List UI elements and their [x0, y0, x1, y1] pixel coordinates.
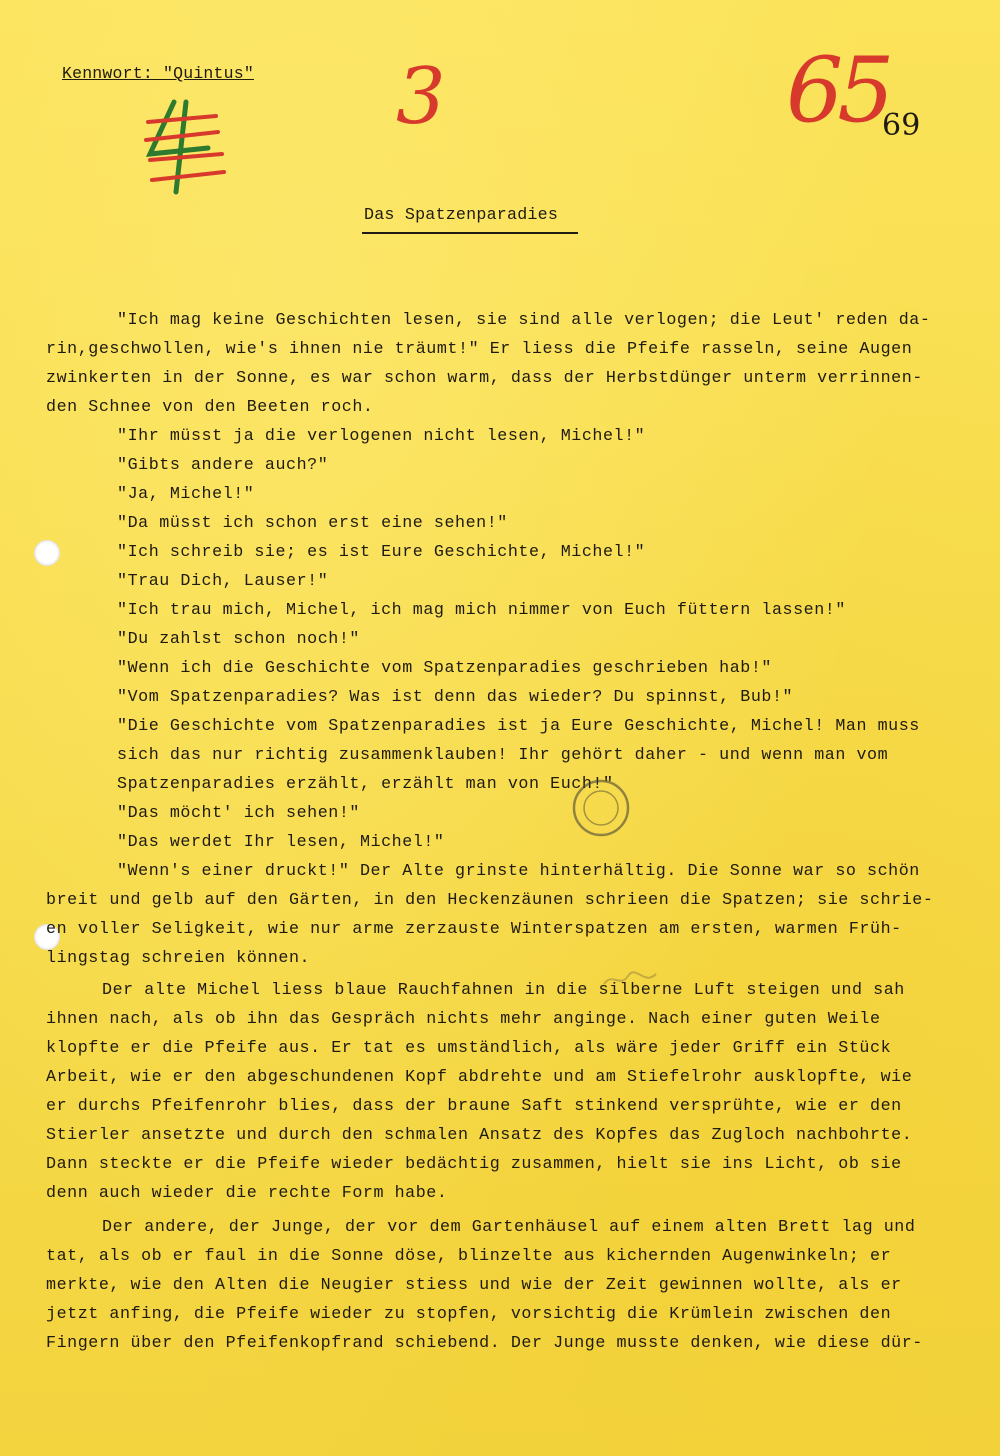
text-line: den Schnee von den Beeten roch. — [46, 398, 374, 417]
text-line: Spatzenparadies erzählt, erzählt man von Euch!" — [117, 775, 614, 794]
text-line: breit und gelb auf den Gärten, in den Heckenzäunen schrieen die Spatzen; sie schrie- — [46, 891, 934, 910]
text-line: "Die Geschichte vom Spatzenparadies ist ja Eure Geschichte, Michel! Man muss — [117, 717, 920, 736]
text-line: denn auch wieder die rechte Form habe. — [46, 1184, 448, 1203]
text-line: merkte, wie den Alten die Neugier stiess und wie der Zeit gewinnen wollte, als er — [46, 1276, 902, 1295]
text-line: "Wenn's einer druckt!" Der Alte grinste hinterhältig. Die Sonne war so schön — [117, 862, 920, 881]
text-line: "Das möcht' ich sehen!" — [117, 804, 360, 823]
text-line: sich das nur richtig zusammenklauben! Ihr gehört daher - und wenn man vom — [117, 746, 889, 765]
text-line: er durchs Pfeifenrohr blies, dass der braune Saft stinkend versprühte, wie er den — [46, 1097, 902, 1116]
pencil-scribble-mark — [600, 966, 660, 992]
text-line: jetzt anfing, die Pfeife wieder zu stopfen, vorsichtig die Krümlein zwischen den — [46, 1305, 892, 1324]
text-line: "Wenn ich die Geschichte vom Spatzenparadies geschrieben hab!" — [117, 659, 772, 678]
text-line: zwinkerten in der Sonne, es war schon warm, dass der Herbstdünger unterm verrinnen- — [46, 369, 923, 388]
text-line: Arbeit, wie er den abgeschundenen Kopf abdrehte und am Stiefelrohr ausklopfte, wie — [46, 1068, 913, 1087]
text-line: tat, als ob er faul in die Sonne döse, blinzelte aus kichernden Augenwinkeln; er — [46, 1247, 892, 1266]
red-page-number-center: 3 — [396, 52, 446, 142]
text-line: "Ja, Michel!" — [117, 485, 255, 504]
typed-page-number: 69 — [882, 108, 921, 143]
red-page-number-right: 65 — [786, 38, 889, 143]
text-line: rin,geschwollen, wie's ihnen nie träumt!" Er liess die Pfeife rasseln, seine Augen — [46, 340, 913, 359]
document-title: Das Spatzenparadies — [364, 206, 559, 225]
text-line: "Ich mag keine Geschichten lesen, sie sind alle verlogen; die Leut' reden da- — [117, 311, 931, 330]
text-line: Der alte Michel liess blaue Rauchfahnen in die silberne Luft steigen und sah — [102, 981, 905, 1000]
text-line: "Ich schreib sie; es ist Eure Geschichte, Michel!" — [117, 543, 646, 562]
text-line: Dann steckte er die Pfeife wieder bedächtig zusammen, hielt sie ins Licht, ob sie — [46, 1155, 902, 1174]
text-line: "Da müsst ich schon erst eine sehen!" — [117, 514, 508, 533]
text-line: lingstag schreien können. — [46, 949, 311, 968]
text-line: "Gibts andere auch?" — [117, 456, 329, 475]
text-line: "Du zahlst schon noch!" — [117, 630, 360, 649]
archive-stamp-icon — [566, 778, 636, 838]
kennwort-label: Kennwort: "Quintus" — [62, 64, 254, 83]
text-line: "Das werdet Ihr lesen, Michel!" — [117, 833, 445, 852]
text-line: en voller Seligkeit, wie nur arme zerzauste Winterspatzen am ersten, warmen Früh- — [46, 920, 902, 939]
text-line: "Ihr müsst ja die verlogenen nicht lesen, Michel!" — [117, 427, 646, 446]
text-line: Stierler ansetzte und durch den schmalen Ansatz des Kopfes das Zugloch nachbohrte. — [46, 1126, 913, 1145]
text-line: ihnen nach, als ob ihn das Gespräch nichts mehr anginge. Nach einer guten Weile — [46, 1010, 881, 1029]
text-line: Fingern über den Pfeifenkopfrand schiebend. Der Junge musste denken, wie diese dür- — [46, 1334, 923, 1353]
text-line: Der andere, der Junge, der vor dem Gartenhäusel auf einem alten Brett lag und — [102, 1218, 916, 1237]
text-line: klopfte er die Pfeife aus. Er tat es umständlich, als wäre jeder Griff ein Stück — [46, 1039, 892, 1058]
text-line: "Vom Spatzenparadies? Was ist denn das wieder? Du spinnst, Bub!" — [117, 688, 794, 707]
text-line: "Ich trau mich, Michel, ich mag mich nimmer von Euch füttern lassen!" — [117, 601, 846, 620]
text-line: "Trau Dich, Lauser!" — [117, 572, 329, 591]
